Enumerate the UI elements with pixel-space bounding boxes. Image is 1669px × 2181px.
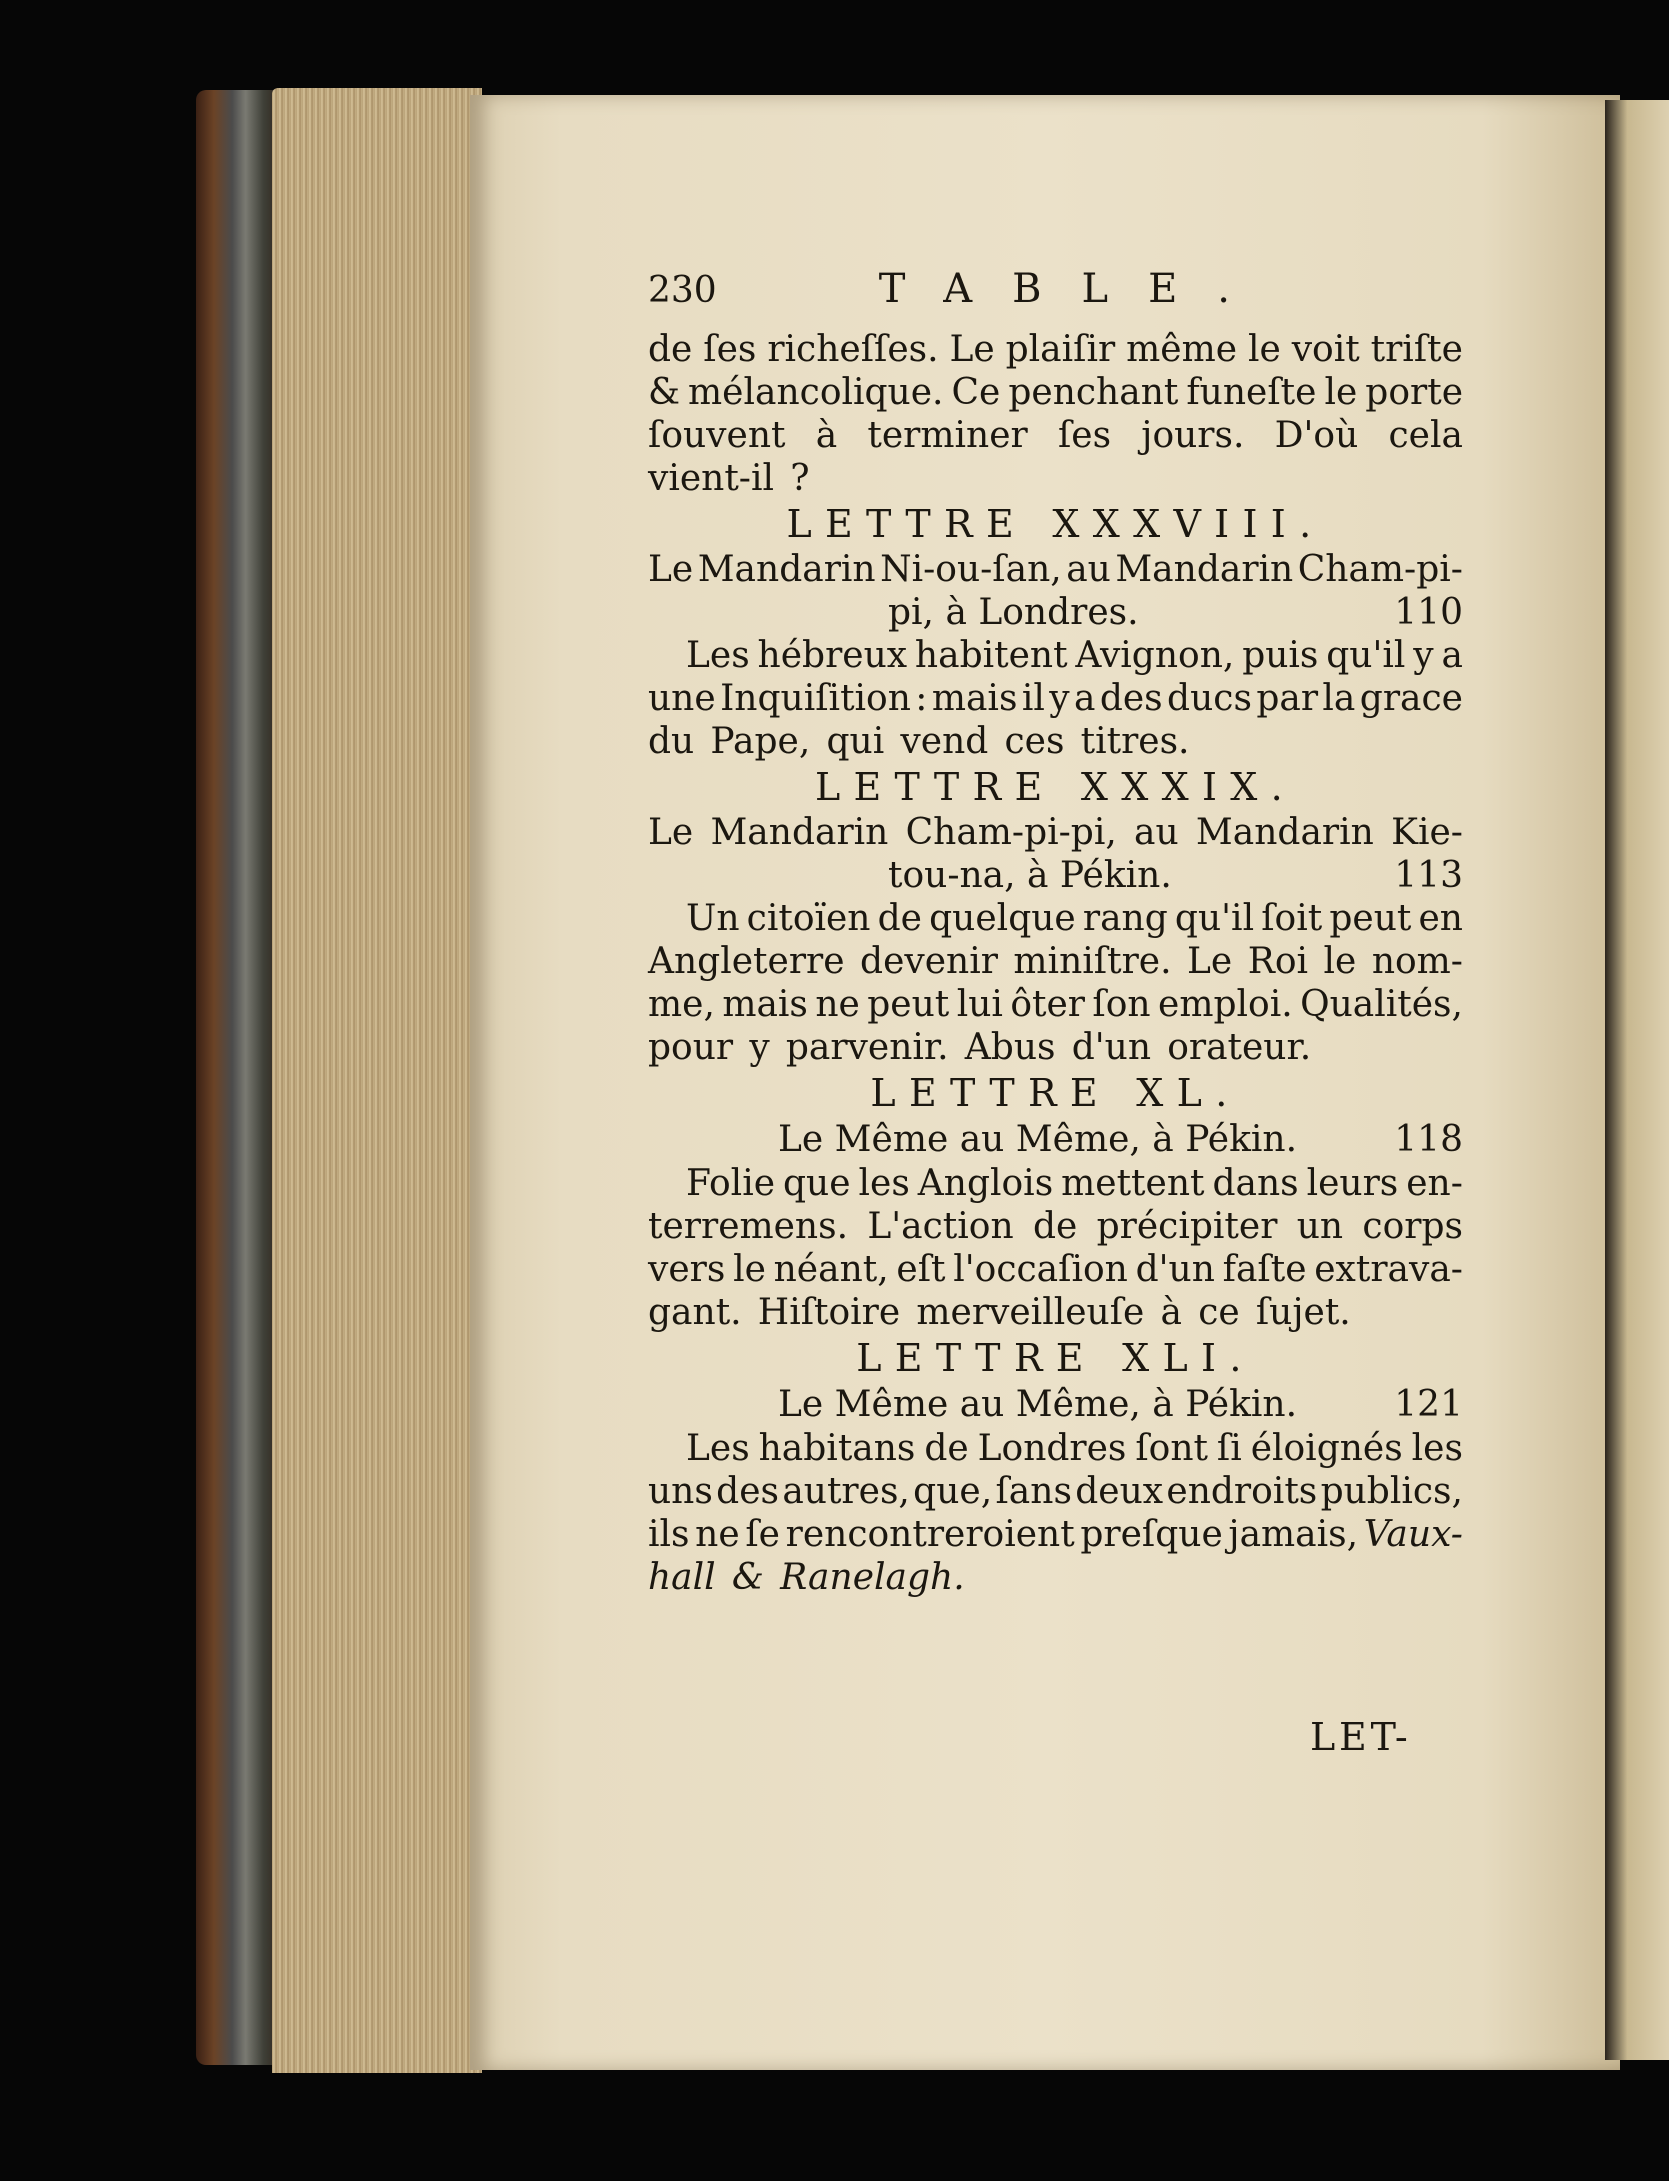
word: ?	[790, 458, 810, 499]
word: Anglois	[917, 1163, 1054, 1204]
word: ſon	[1092, 984, 1151, 1025]
word: dans	[1212, 1163, 1299, 1204]
addressee-line	[648, 811, 1463, 854]
text-line	[648, 897, 1463, 940]
word: miniſtre.	[1013, 941, 1172, 982]
letter-heading: LETTRE XL.	[870, 1071, 1241, 1115]
word: funeſte	[1186, 372, 1317, 413]
word: voit	[1291, 329, 1360, 370]
word: plaiſir	[1005, 329, 1116, 370]
word: jamais,	[1228, 1514, 1359, 1555]
word: terremens.	[648, 1206, 849, 1247]
word: Mandarin	[1115, 549, 1294, 590]
word: le	[1247, 329, 1281, 370]
word: ſouvent	[648, 415, 786, 456]
letter-page-ref: 113	[1394, 855, 1463, 896]
text-line	[648, 677, 1463, 720]
word: Ni-ou-ſan,	[880, 549, 1062, 590]
word: ſes	[1057, 415, 1112, 456]
word: le	[1324, 372, 1358, 413]
word: nom-	[1371, 941, 1463, 982]
word: emploi.	[1158, 984, 1293, 1025]
word: néant,	[773, 1249, 889, 1290]
word: terminer	[867, 415, 1028, 456]
word: Roi	[1247, 941, 1309, 982]
letter-heading: LETTRE XXXVIII.	[786, 502, 1325, 546]
word: ſans	[995, 1471, 1072, 1512]
word: porte	[1365, 372, 1463, 413]
word: penchant	[1008, 372, 1179, 413]
word: &	[731, 1557, 764, 1598]
word: mettent	[1061, 1163, 1205, 1204]
addressee-line	[648, 591, 1463, 634]
word: D'où	[1274, 415, 1359, 456]
word: jours.	[1141, 415, 1245, 456]
word: quelque	[929, 898, 1076, 939]
word: Vaux-	[1363, 1514, 1463, 1555]
word: une	[648, 678, 716, 719]
word: un	[1296, 1206, 1344, 1247]
word: deux	[1075, 1471, 1164, 1512]
letter-page-ref: 110	[1394, 592, 1463, 633]
word: Avignon,	[1075, 635, 1235, 676]
word: mais	[722, 984, 808, 1025]
word: uns	[648, 1471, 713, 1512]
word: en	[1418, 898, 1463, 939]
word: pour	[648, 1027, 734, 1068]
page-edges	[272, 88, 482, 2073]
word: hall	[648, 1557, 716, 1598]
word: Cham-pi-pi,	[905, 812, 1117, 853]
word: ce	[1198, 1292, 1240, 1333]
text-line	[648, 457, 1463, 500]
word: l'occaſion	[953, 1249, 1128, 1290]
word: me,	[648, 984, 715, 1025]
word: ſe	[745, 1514, 780, 1555]
word: puis	[1242, 635, 1319, 676]
text-line	[648, 1556, 1463, 1599]
word: Cham-pi-	[1297, 549, 1463, 590]
word: cela	[1388, 415, 1463, 456]
word: les	[1411, 1428, 1463, 1469]
word: habitans	[758, 1428, 916, 1469]
word: lui	[956, 984, 1003, 1025]
word: endroits	[1166, 1471, 1318, 1512]
text-line	[648, 1470, 1463, 1513]
word: rencontreroient	[785, 1514, 1075, 1555]
word: &	[648, 372, 681, 413]
word: mélancolique.	[688, 372, 944, 413]
page-number: 230	[648, 270, 717, 311]
word: ſont	[1135, 1428, 1208, 1469]
text-line	[648, 634, 1463, 677]
word: Mandarin	[1195, 812, 1374, 853]
addressee-place: tou-na, à Pékin.	[888, 855, 1172, 896]
word: de	[648, 329, 693, 370]
word: Ce	[951, 372, 1001, 413]
word: les	[858, 1163, 910, 1204]
word: Mandarin	[710, 812, 889, 853]
word: à	[815, 415, 838, 456]
text-line	[648, 414, 1463, 457]
addressee-line	[648, 1382, 1463, 1427]
word: au	[1134, 812, 1179, 853]
word: Angleterre	[648, 941, 845, 982]
word: vend	[900, 721, 989, 762]
text-line	[648, 371, 1463, 414]
word: en-	[1406, 1163, 1463, 1204]
word: grace	[1359, 678, 1463, 719]
word: Un	[686, 898, 740, 939]
addressee-text: Le Même au Même, à Pékin.	[778, 1384, 1298, 1425]
word: Le	[1187, 941, 1233, 982]
addressee-place: pi, à Londres.	[888, 592, 1139, 633]
word: à	[1160, 1292, 1182, 1333]
word: éloignés	[1250, 1428, 1403, 1469]
word: d'un	[1135, 1249, 1215, 1290]
text-line	[648, 1427, 1463, 1470]
addressee-line	[648, 548, 1463, 591]
word: ſoit	[1261, 898, 1323, 939]
word: citoïen	[746, 898, 871, 939]
word: y	[749, 1027, 770, 1068]
word: rang	[1082, 898, 1168, 939]
word: qui	[826, 721, 885, 762]
word: publics,	[1320, 1471, 1463, 1512]
word: Londres	[977, 1428, 1127, 1469]
word: mais	[931, 678, 1018, 719]
word: qu'il	[1326, 635, 1406, 676]
word: par	[1256, 678, 1319, 719]
word: y	[1413, 635, 1434, 676]
word: Les	[686, 1428, 750, 1469]
word: du	[648, 721, 695, 762]
word: des	[716, 1471, 779, 1512]
word: de	[877, 898, 922, 939]
word: vers	[648, 1249, 726, 1290]
word: que	[782, 1163, 851, 1204]
text-line	[648, 720, 1463, 763]
word: ne	[815, 984, 860, 1025]
word: précipiter	[1096, 1206, 1278, 1247]
word: Les	[686, 635, 750, 676]
word: preſque	[1080, 1514, 1223, 1555]
word: de	[924, 1428, 969, 1469]
table-of-contents-body	[648, 328, 1463, 1599]
letter-heading: LETTRE XLI.	[856, 1336, 1255, 1380]
letter-page-ref: 121	[1394, 1384, 1463, 1425]
word: Qualités,	[1300, 984, 1463, 1025]
word: que,	[913, 1471, 993, 1512]
text-line	[648, 1205, 1463, 1248]
text-line	[648, 1291, 1463, 1334]
word: de	[1032, 1206, 1078, 1247]
word: corps	[1362, 1206, 1463, 1247]
catchword: LET-	[1310, 1715, 1412, 1759]
letter-heading: LETTRE XXXIX.	[814, 765, 1296, 809]
word: Kie-	[1391, 812, 1463, 853]
text-line	[648, 1248, 1463, 1291]
word: autres,	[782, 1471, 910, 1512]
word: Folie	[686, 1163, 776, 1204]
word: peut	[867, 984, 950, 1025]
word: même	[1126, 329, 1238, 370]
word: ſes	[703, 329, 757, 370]
word: y	[1049, 678, 1070, 719]
word: peut	[1329, 898, 1412, 939]
text-line	[648, 1513, 1463, 1556]
word: leurs	[1306, 1163, 1399, 1204]
word: ducs	[1167, 678, 1252, 719]
word: ôter	[1010, 984, 1085, 1025]
addressee-line	[648, 854, 1463, 897]
word: habitent	[914, 635, 1068, 676]
word: il	[1021, 678, 1045, 719]
word: Inquiſition	[720, 678, 911, 719]
word: hébreux	[757, 635, 908, 676]
word: eſt	[896, 1249, 946, 1290]
addressee-line	[648, 1117, 1463, 1162]
word: devenir	[860, 941, 998, 982]
word: a	[1441, 635, 1463, 676]
word: triſte	[1370, 329, 1463, 370]
text-line	[648, 983, 1463, 1026]
word: gant.	[648, 1292, 742, 1333]
word: parvenir.	[785, 1027, 949, 1068]
running-header	[648, 266, 1270, 312]
word: Pape,	[710, 721, 811, 762]
text-line	[648, 1162, 1463, 1205]
word: a	[1073, 678, 1096, 719]
word: extrava-	[1314, 1249, 1463, 1290]
running-title: TABLE.	[878, 266, 1270, 312]
word: :	[915, 678, 928, 719]
word: ils	[648, 1514, 690, 1555]
letter-page-ref: 118	[1394, 1119, 1463, 1160]
text-line	[648, 328, 1463, 371]
word: Le	[648, 549, 694, 590]
word: Ranelagh.	[780, 1557, 965, 1598]
word: qu'il	[1174, 898, 1255, 939]
text-line	[648, 1026, 1463, 1069]
word: Le	[648, 812, 694, 853]
word: L'action	[867, 1206, 1014, 1247]
word: richeſſes.	[767, 329, 939, 370]
word: Le	[949, 329, 995, 370]
word: d'un	[1071, 1027, 1151, 1068]
word: vient-il	[648, 458, 774, 499]
word: ſujet.	[1255, 1292, 1351, 1333]
word: Hiſtoire	[757, 1292, 901, 1333]
word: ne	[695, 1514, 740, 1555]
word: faſte	[1222, 1249, 1307, 1290]
word: la	[1322, 678, 1356, 719]
word: Mandarin	[697, 549, 876, 590]
word: au	[1066, 549, 1111, 590]
word: orateur.	[1167, 1027, 1312, 1068]
word: le	[1323, 941, 1357, 982]
text-line	[648, 940, 1463, 983]
addressee-text: Le Même au Même, à Pékin.	[778, 1119, 1298, 1160]
word: ces	[1004, 721, 1065, 762]
word: ſi	[1216, 1428, 1242, 1469]
word: titres.	[1080, 721, 1190, 762]
word: Abus	[964, 1027, 1056, 1068]
facing-page-edge	[1605, 100, 1669, 2060]
word: merveilleuſe	[916, 1292, 1145, 1333]
word: le	[733, 1249, 766, 1290]
word: des	[1099, 678, 1163, 719]
